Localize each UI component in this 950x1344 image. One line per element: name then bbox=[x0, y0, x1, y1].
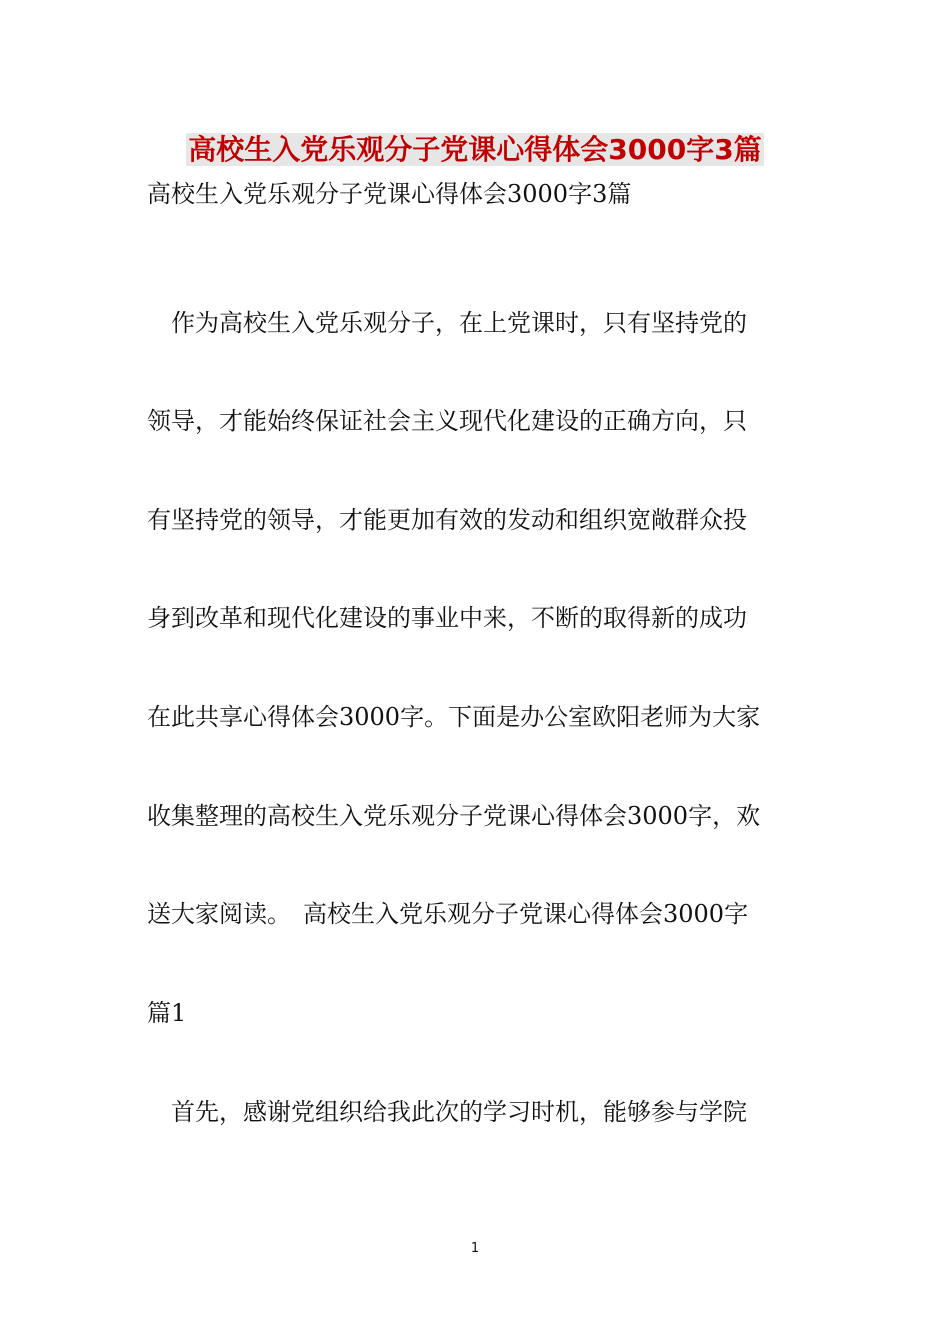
body-line: 在此共享心得体会3000字。下面是办公室欧阳老师为大家 bbox=[147, 703, 761, 731]
page-number: 1 bbox=[470, 1241, 480, 1256]
document-title-text: 高校生入党乐观分子党课心得体会3000字3篇 bbox=[188, 133, 762, 166]
body-line: 身到改革和现代化建设的事业中来，不断的取得新的成功 bbox=[147, 604, 747, 632]
body-line: 有坚持党的领导，才能更加有效的发动和组织宽敞群众投 bbox=[147, 506, 747, 534]
document-title bbox=[0, 130, 950, 170]
body-line: 送大家阅读。 高校生入党乐观分子党课心得体会3000字 bbox=[147, 900, 749, 928]
body-line: 收集整理的高校生入党乐观分子党课心得体会3000字，欢 bbox=[147, 802, 761, 830]
body-line: 高校生入党乐观分子党课心得体会3000字3篇 bbox=[147, 180, 632, 208]
body-line: 作为高校生入党乐观分子，在上党课时，只有坚持党的 bbox=[147, 309, 747, 337]
body-line: 领导，才能始终保证社会主义现代化建设的正确方向，只 bbox=[147, 407, 747, 435]
body-line: 篇1 bbox=[147, 999, 187, 1027]
body-line: 首先，感谢党组织给我此次的学习时机，能够参与学院 bbox=[147, 1098, 747, 1126]
